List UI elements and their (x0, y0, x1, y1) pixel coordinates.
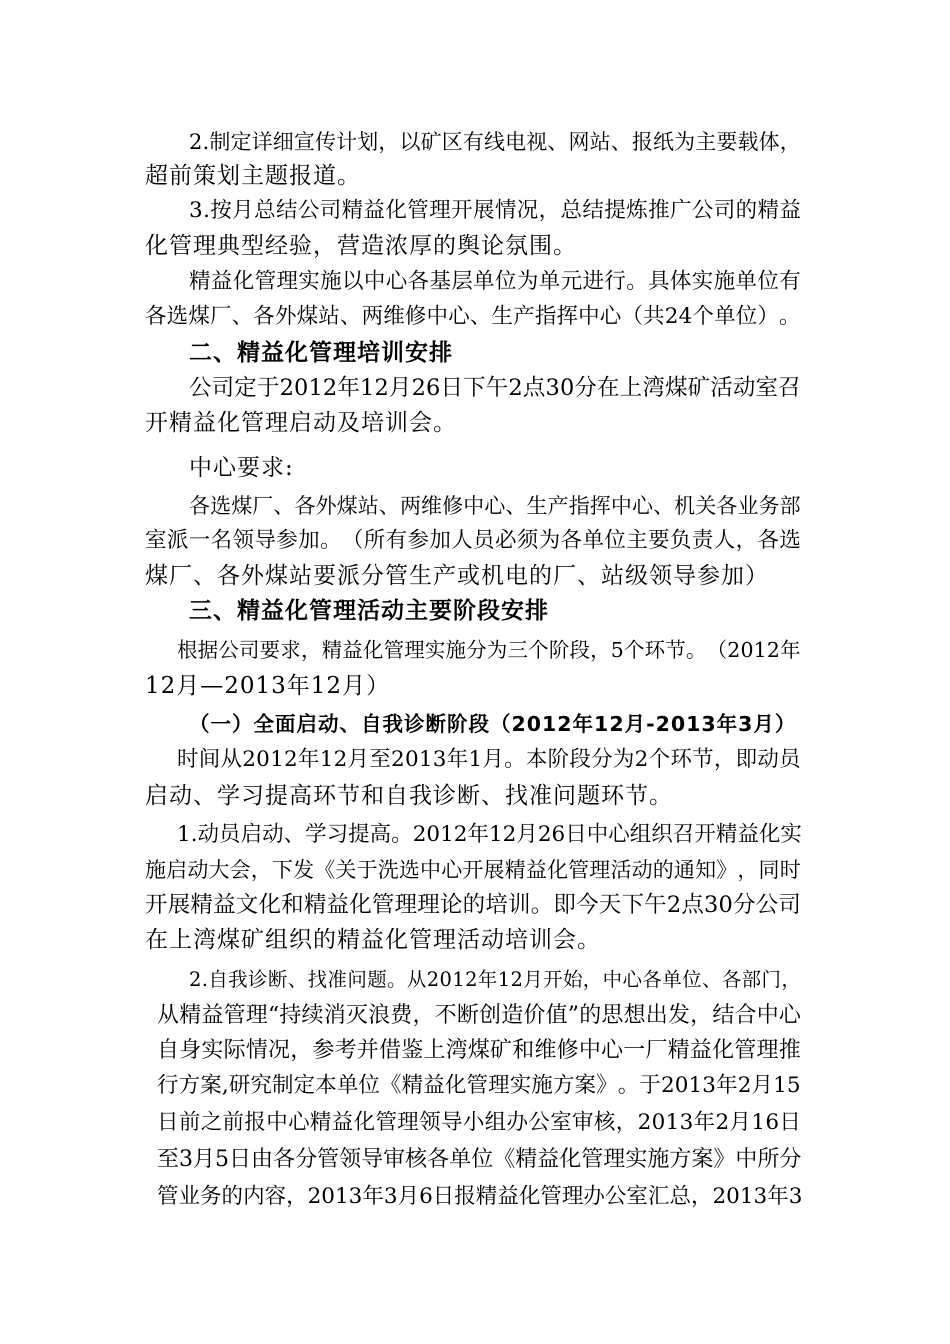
text-line: 在上湾煤矿组织的精益化管理活动培训会。 (145, 927, 601, 953)
text-line: 行 方 案 , 研 究 制 定 本 单 位 《 精 益 化 管 理 实 施 方 案 》 。 于 2 0 1 3 年 2 月 1 5 (157, 1073, 801, 1098)
text-line: 精 益 化 管 理 实 施 以 中 心 各 基 层 单 位 为 单 元 进 行 。 具 体 实 施 单 位 有 (189, 269, 801, 294)
text-line: 时 间 从 2 0 1 2 年 1 2 月 至 2 0 1 3 年 1 月 。 本 阶 段 分 为 2 个 环 节 ， 即 动 员 (177, 747, 801, 772)
text-line: 各 选 煤 厂 、 各 外 煤 站 、 两 维 修 中 心 、 生 产 指 挥 中 心 （ 共 2 4 个 单 位 ） 。 (145, 304, 801, 329)
text-line: 管 业 务 的 内 容 ， 2 0 1 3 年 3 月 6 日 报 精 益 化 管 理 办 公 室 汇 总 ， 2 0 1 3 年 3 (157, 1184, 803, 1209)
text-line: 启动、学习提高环节和自我诊断、找准问题环节。 (145, 783, 673, 809)
text-line: 施 启 动 大 会 ， 下 发 《 关 于 洗 选 中 心 开 展 精 益 化 管 理 活 动 的 通 知 》 ， 同 时 (145, 858, 801, 882)
text-line: 公 司 定 于 2 0 1 2 年 1 2 月 2 6 日 下 午 2 点 3 0 分 在 上 湾 煤 矿 活 动 室 召 (189, 375, 801, 401)
text-line: 12月—2013年12月） (145, 673, 391, 699)
text-line: 中心要求: (189, 455, 294, 481)
text-line: 室 派 一 名 领 导 参 加 。 （ 所 有 参 加 人 员 必 须 为 各 单 位 主 要 负 责 人 ， 各 选 (145, 528, 801, 553)
section-heading: 二、精益化管理培训安排 (189, 340, 453, 366)
text-line: 2 . 制 定 详 细 宣 传 计 划 ， 以 矿 区 有 线 电 视 、 网 站 、 报 纸 为 主 要 载 体 ， (189, 130, 801, 154)
text-line: 至 3 月 5 日 由 各 分 管 领 导 审 核 各 单 位 《 精 益 化 管 理 实 施 方 案 》 中 所 分 (157, 1147, 802, 1172)
text-line: 根 据 公 司 要 求 ， 精 益 化 管 理 实 施 分 为 三 个 阶 段 ， 5 个 环 节 。 （ 2 0 1 2 年 (177, 638, 801, 662)
section-heading: 三、精益化管理活动主要阶段安排 (189, 598, 549, 624)
text-line: 自 身 实 际 情 况 ， 参 考 并 借 鉴 上 湾 煤 矿 和 维 修 中 心 一 厂 精 益 化 管 理 推 (157, 1038, 801, 1063)
text-line: 2 . 自 我 诊 断 、 找 准 问 题 。 从 2 0 1 2 年 1 2 月 开 始 ， 中 心 各 单 位 、 各 部 门 ， (189, 968, 801, 991)
text-line: 1 . 动 员 启 动 、 学 习 提 高 。 2 0 1 2 年 1 2 月 2 6 日 中 心 组 织 召 开 精 益 化 实 (177, 822, 802, 847)
text-line: 开精益化管理启动及培训会。 (145, 410, 457, 436)
subsection-heading: （一）全面启动、自我诊断阶段（2012年12月-2013年3月） (189, 712, 797, 736)
text-line: 开 展 精 益 文 化 和 精 益 化 管 理 理 论 的 培 训 。 即 今 天 下 午 2 点 3 0 分 公 司 (145, 892, 801, 918)
text-line: 煤厂、各外煤站要派分管生产或机电的厂、站级领导参加） (145, 563, 769, 589)
text-line: 从 精 益 管 理 “ 持 续 消 灭 浪 费 ， 不 断 创 造 价 值 ” 的 思 想 出 发 ， 结 合 中 心 (157, 1003, 801, 1028)
text-line: 3 . 按 月 总 结 公 司 精 益 化 管 理 开 展 情 况 ， 总 结 提 炼 推 广 公 司 的 精 益 (189, 198, 801, 223)
text-line: 日 前 之 前 报 中 心 精 益 化 管 理 领 导 小 组 办 公 室 审 核 ， 2 0 1 3 年 2 月 1 6 日 (157, 1110, 801, 1135)
text-line: 各 选 煤 厂 、 各 外 煤 站 、 两 维 修 中 心 、 生 产 指 挥 中 心 、 机 关 各 业 务 部 (189, 494, 801, 518)
text-line: 化管理典型经验，营造浓厚的舆论氛围。 (145, 233, 577, 259)
text-line: 超前策划主题报道。 (145, 163, 361, 189)
